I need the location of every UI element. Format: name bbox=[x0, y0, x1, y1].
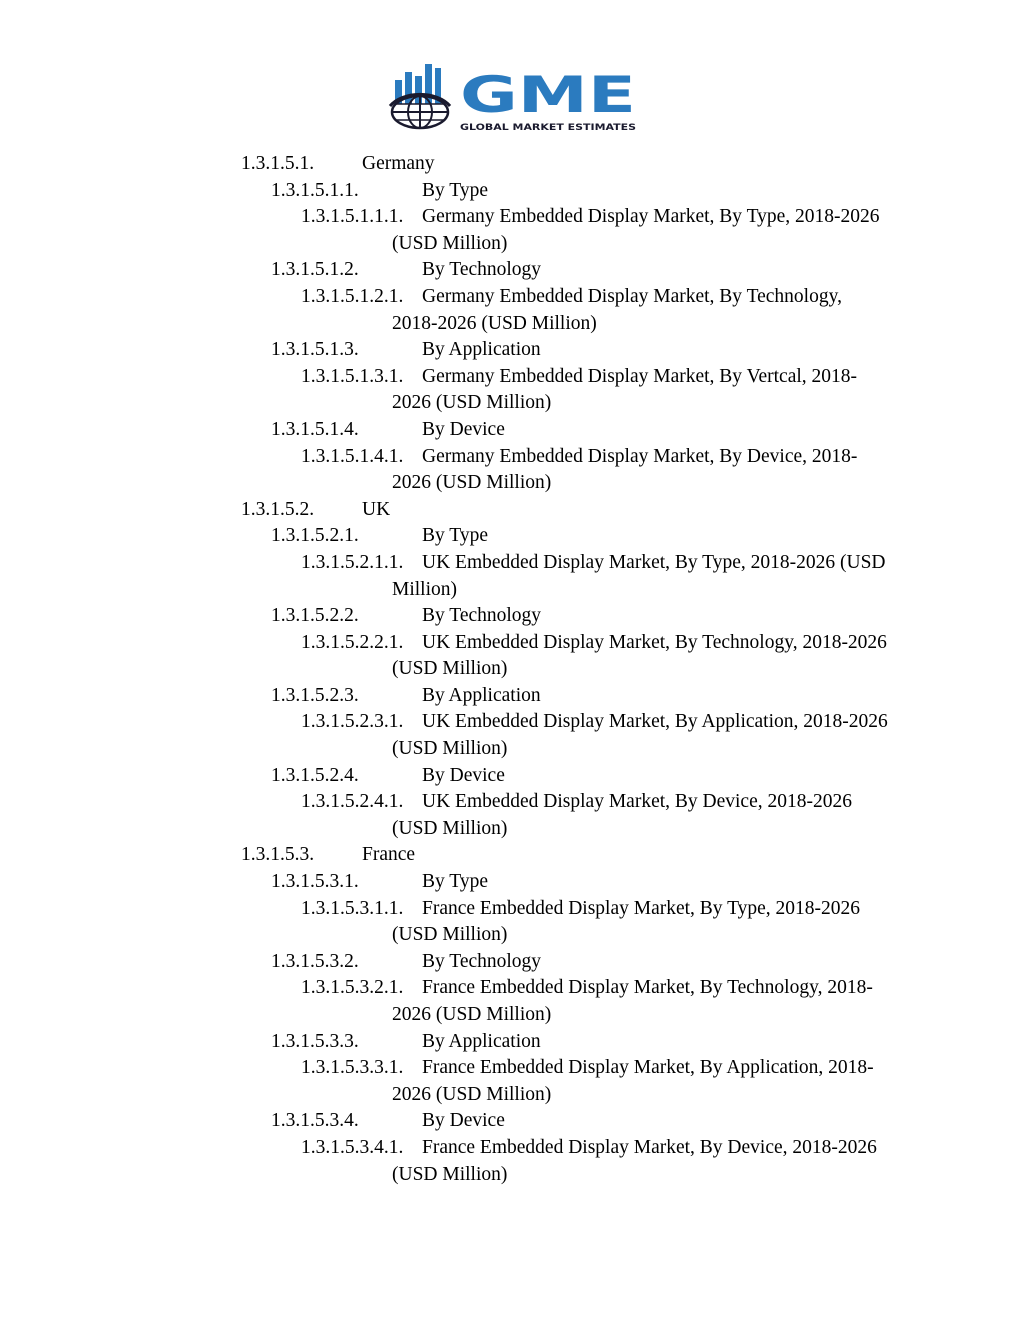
section-number: 1.3.1.5.2.3. bbox=[271, 684, 359, 706]
toc-entry-france-type-table bbox=[0, 896, 1024, 923]
section-title: Germany bbox=[362, 153, 435, 174]
section-title: UK Embedded Display Market, By Technology, 2018-2026 bbox=[422, 631, 887, 653]
toc-entry-germany bbox=[0, 151, 1024, 178]
toc-entry-continuation bbox=[0, 816, 1024, 843]
section-number: 1.3.1.5.1.1.1. bbox=[301, 206, 404, 228]
section-number: 1.3.1.5.3.2. bbox=[271, 950, 359, 972]
toc-entry-uk bbox=[0, 497, 1024, 524]
section-title: By Device bbox=[422, 1110, 505, 1132]
section-number: 1.3.1.5.2.1.1. bbox=[301, 551, 404, 573]
section-title: France bbox=[362, 844, 416, 866]
toc-entry-france-device bbox=[0, 1108, 1024, 1135]
section-number: 1.3.1.5.1.4.1. bbox=[301, 445, 404, 467]
toc-entry-continuation bbox=[0, 656, 1024, 683]
section-number: 1.3.1.5.3. bbox=[241, 844, 315, 866]
section-title: By Device bbox=[422, 418, 505, 440]
section-title: UK Embedded Display Market, By Type, 2018-2026 (USD bbox=[422, 551, 886, 573]
section-number: 1.3.1.5.3.1. bbox=[271, 871, 359, 893]
section-number: 1.3.1.5.2.4. bbox=[271, 764, 359, 786]
section-title: By Type bbox=[422, 525, 488, 547]
section-number: 1.3.1.5.2.2. bbox=[271, 605, 359, 627]
section-title: By Type bbox=[422, 871, 488, 893]
section-number: 1.3.1.5.1. bbox=[241, 153, 315, 174]
toc-entry-uk-technology bbox=[0, 603, 1024, 630]
section-title: UK Embedded Display Market, By Device, 2018-2026 bbox=[422, 791, 852, 813]
section-title: By Application bbox=[422, 684, 541, 706]
section-title: By Application bbox=[422, 339, 541, 361]
toc-entry-uk-type-table bbox=[0, 550, 1024, 577]
toc-entry-france-type bbox=[0, 869, 1024, 896]
section-title-continued: (USD Million) bbox=[392, 817, 508, 839]
section-title-continued: 2026 (USD Million) bbox=[392, 1083, 552, 1105]
section-title-continued: Million) bbox=[392, 578, 458, 600]
toc-entry-uk-device bbox=[0, 763, 1024, 790]
section-title: Germany Embedded Display Market, By Technology, bbox=[422, 285, 842, 307]
section-number: 1.3.1.5.2.4.1. bbox=[301, 791, 404, 813]
section-number: 1.3.1.5.1.2.1. bbox=[301, 285, 404, 307]
section-title: UK Embedded Display Market, By Application, 2018-2026 bbox=[422, 711, 888, 733]
section-number: 1.3.1.5.1.4. bbox=[271, 418, 359, 440]
toc-entry-uk-technology-table bbox=[0, 630, 1024, 657]
toc-entry-uk-application-table bbox=[0, 709, 1024, 736]
section-title: Germany Embedded Display Market, By Device, 2018- bbox=[422, 445, 858, 467]
toc-entry-continuation bbox=[0, 1002, 1024, 1029]
section-number: 1.3.1.5.2. bbox=[241, 498, 315, 520]
toc-entry-uk-device-table bbox=[0, 789, 1024, 816]
section-title: By Device bbox=[422, 764, 505, 786]
toc-entry-france-device-table bbox=[0, 1135, 1024, 1162]
toc-entry-continuation bbox=[0, 231, 1024, 258]
section-title-continued: (USD Million) bbox=[392, 738, 508, 760]
section-number: 1.3.1.5.1.1. bbox=[271, 179, 359, 201]
toc-entry-germany-type-table bbox=[0, 204, 1024, 231]
section-title: France Embedded Display Market, By Type, 2018-2026 bbox=[422, 897, 861, 919]
toc-entry-continuation bbox=[0, 1082, 1024, 1109]
section-title: By Type bbox=[422, 179, 488, 201]
toc-entry-continuation bbox=[0, 922, 1024, 949]
toc-entry-germany-device-table bbox=[0, 444, 1024, 471]
section-number: 1.3.1.5.3.4. bbox=[271, 1110, 359, 1132]
toc-entry-uk-type bbox=[0, 523, 1024, 550]
section-title: By Technology bbox=[422, 605, 542, 627]
section-title: Germany Embedded Display Market, By Vertcal, 2018- bbox=[422, 365, 858, 387]
gme-logo-graphic bbox=[386, 60, 642, 134]
toc-entry-continuation bbox=[0, 470, 1024, 497]
section-title: Germany Embedded Display Market, By Type, 2018-2026 bbox=[422, 206, 880, 228]
section-number: 1.3.1.5.1.3. bbox=[271, 339, 359, 361]
toc-entry-france-technology-table bbox=[0, 975, 1024, 1002]
section-title-continued: (USD Million) bbox=[392, 1163, 508, 1185]
section-title-continued: 2026 (USD Million) bbox=[392, 472, 552, 494]
logo-text: GME bbox=[460, 66, 636, 124]
toc-entry-france bbox=[0, 842, 1024, 869]
section-number: 1.3.1.5.3.3. bbox=[271, 1030, 359, 1052]
section-title-continued: 2018-2026 (USD Million) bbox=[392, 312, 597, 334]
section-title-continued: 2026 (USD Million) bbox=[392, 1004, 552, 1025]
section-title: France Embedded Display Market, By Application, 2018- bbox=[422, 1057, 874, 1079]
toc-entry-continuation bbox=[0, 390, 1024, 417]
section-number: 1.3.1.5.2.2.1. bbox=[301, 631, 404, 653]
section-title: By Technology bbox=[422, 259, 542, 281]
section-title: By Application bbox=[422, 1030, 541, 1052]
section-number: 1.3.1.5.3.3.1. bbox=[301, 1057, 404, 1079]
toc-entry-continuation bbox=[0, 736, 1024, 763]
toc-entry-continuation bbox=[0, 1162, 1024, 1189]
section-number: 1.3.1.5.1.3.1. bbox=[301, 365, 404, 387]
toc-entry-continuation bbox=[0, 577, 1024, 604]
section-number: 1.3.1.5.3.1.1. bbox=[301, 897, 404, 919]
toc-entry-france-application bbox=[0, 1029, 1024, 1056]
toc-entry-france-application-table bbox=[0, 1055, 1024, 1082]
section-title-continued: 2026 (USD Million) bbox=[392, 392, 552, 414]
gme-logo bbox=[386, 60, 642, 134]
toc-entry-uk-application bbox=[0, 683, 1024, 710]
logo-tagline: GLOBAL MARKET ESTIMATES bbox=[460, 123, 636, 133]
toc-entry-germany-technology-table bbox=[0, 284, 1024, 311]
section-title: France Embedded Display Market, By Technology, 2018- bbox=[422, 977, 873, 999]
section-number: 1.3.1.5.3.2.1. bbox=[301, 977, 404, 999]
section-title-continued: (USD Million) bbox=[392, 232, 508, 254]
section-number: 1.3.1.5.1.2. bbox=[271, 259, 359, 281]
toc-entry-france-technology bbox=[0, 949, 1024, 976]
section-title-continued: (USD Million) bbox=[392, 658, 508, 680]
section-title: By Technology bbox=[422, 950, 542, 972]
toc-entry-germany-application bbox=[0, 337, 1024, 364]
section-number: 1.3.1.5.3.4.1. bbox=[301, 1136, 404, 1158]
section-number: 1.3.1.5.2.3.1. bbox=[301, 711, 404, 733]
toc-entry-continuation bbox=[0, 311, 1024, 338]
section-title: UK bbox=[362, 498, 391, 520]
toc-entry-germany-device bbox=[0, 417, 1024, 444]
toc-entry-germany-technology bbox=[0, 257, 1024, 284]
section-number: 1.3.1.5.2.1. bbox=[271, 525, 359, 547]
toc-entry-germany-type bbox=[0, 178, 1024, 205]
table-of-contents bbox=[0, 151, 1024, 1188]
section-title-continued: (USD Million) bbox=[392, 924, 508, 946]
toc-entry-germany-application-table bbox=[0, 364, 1024, 391]
section-title: France Embedded Display Market, By Device, 2018-2026 bbox=[422, 1136, 877, 1158]
